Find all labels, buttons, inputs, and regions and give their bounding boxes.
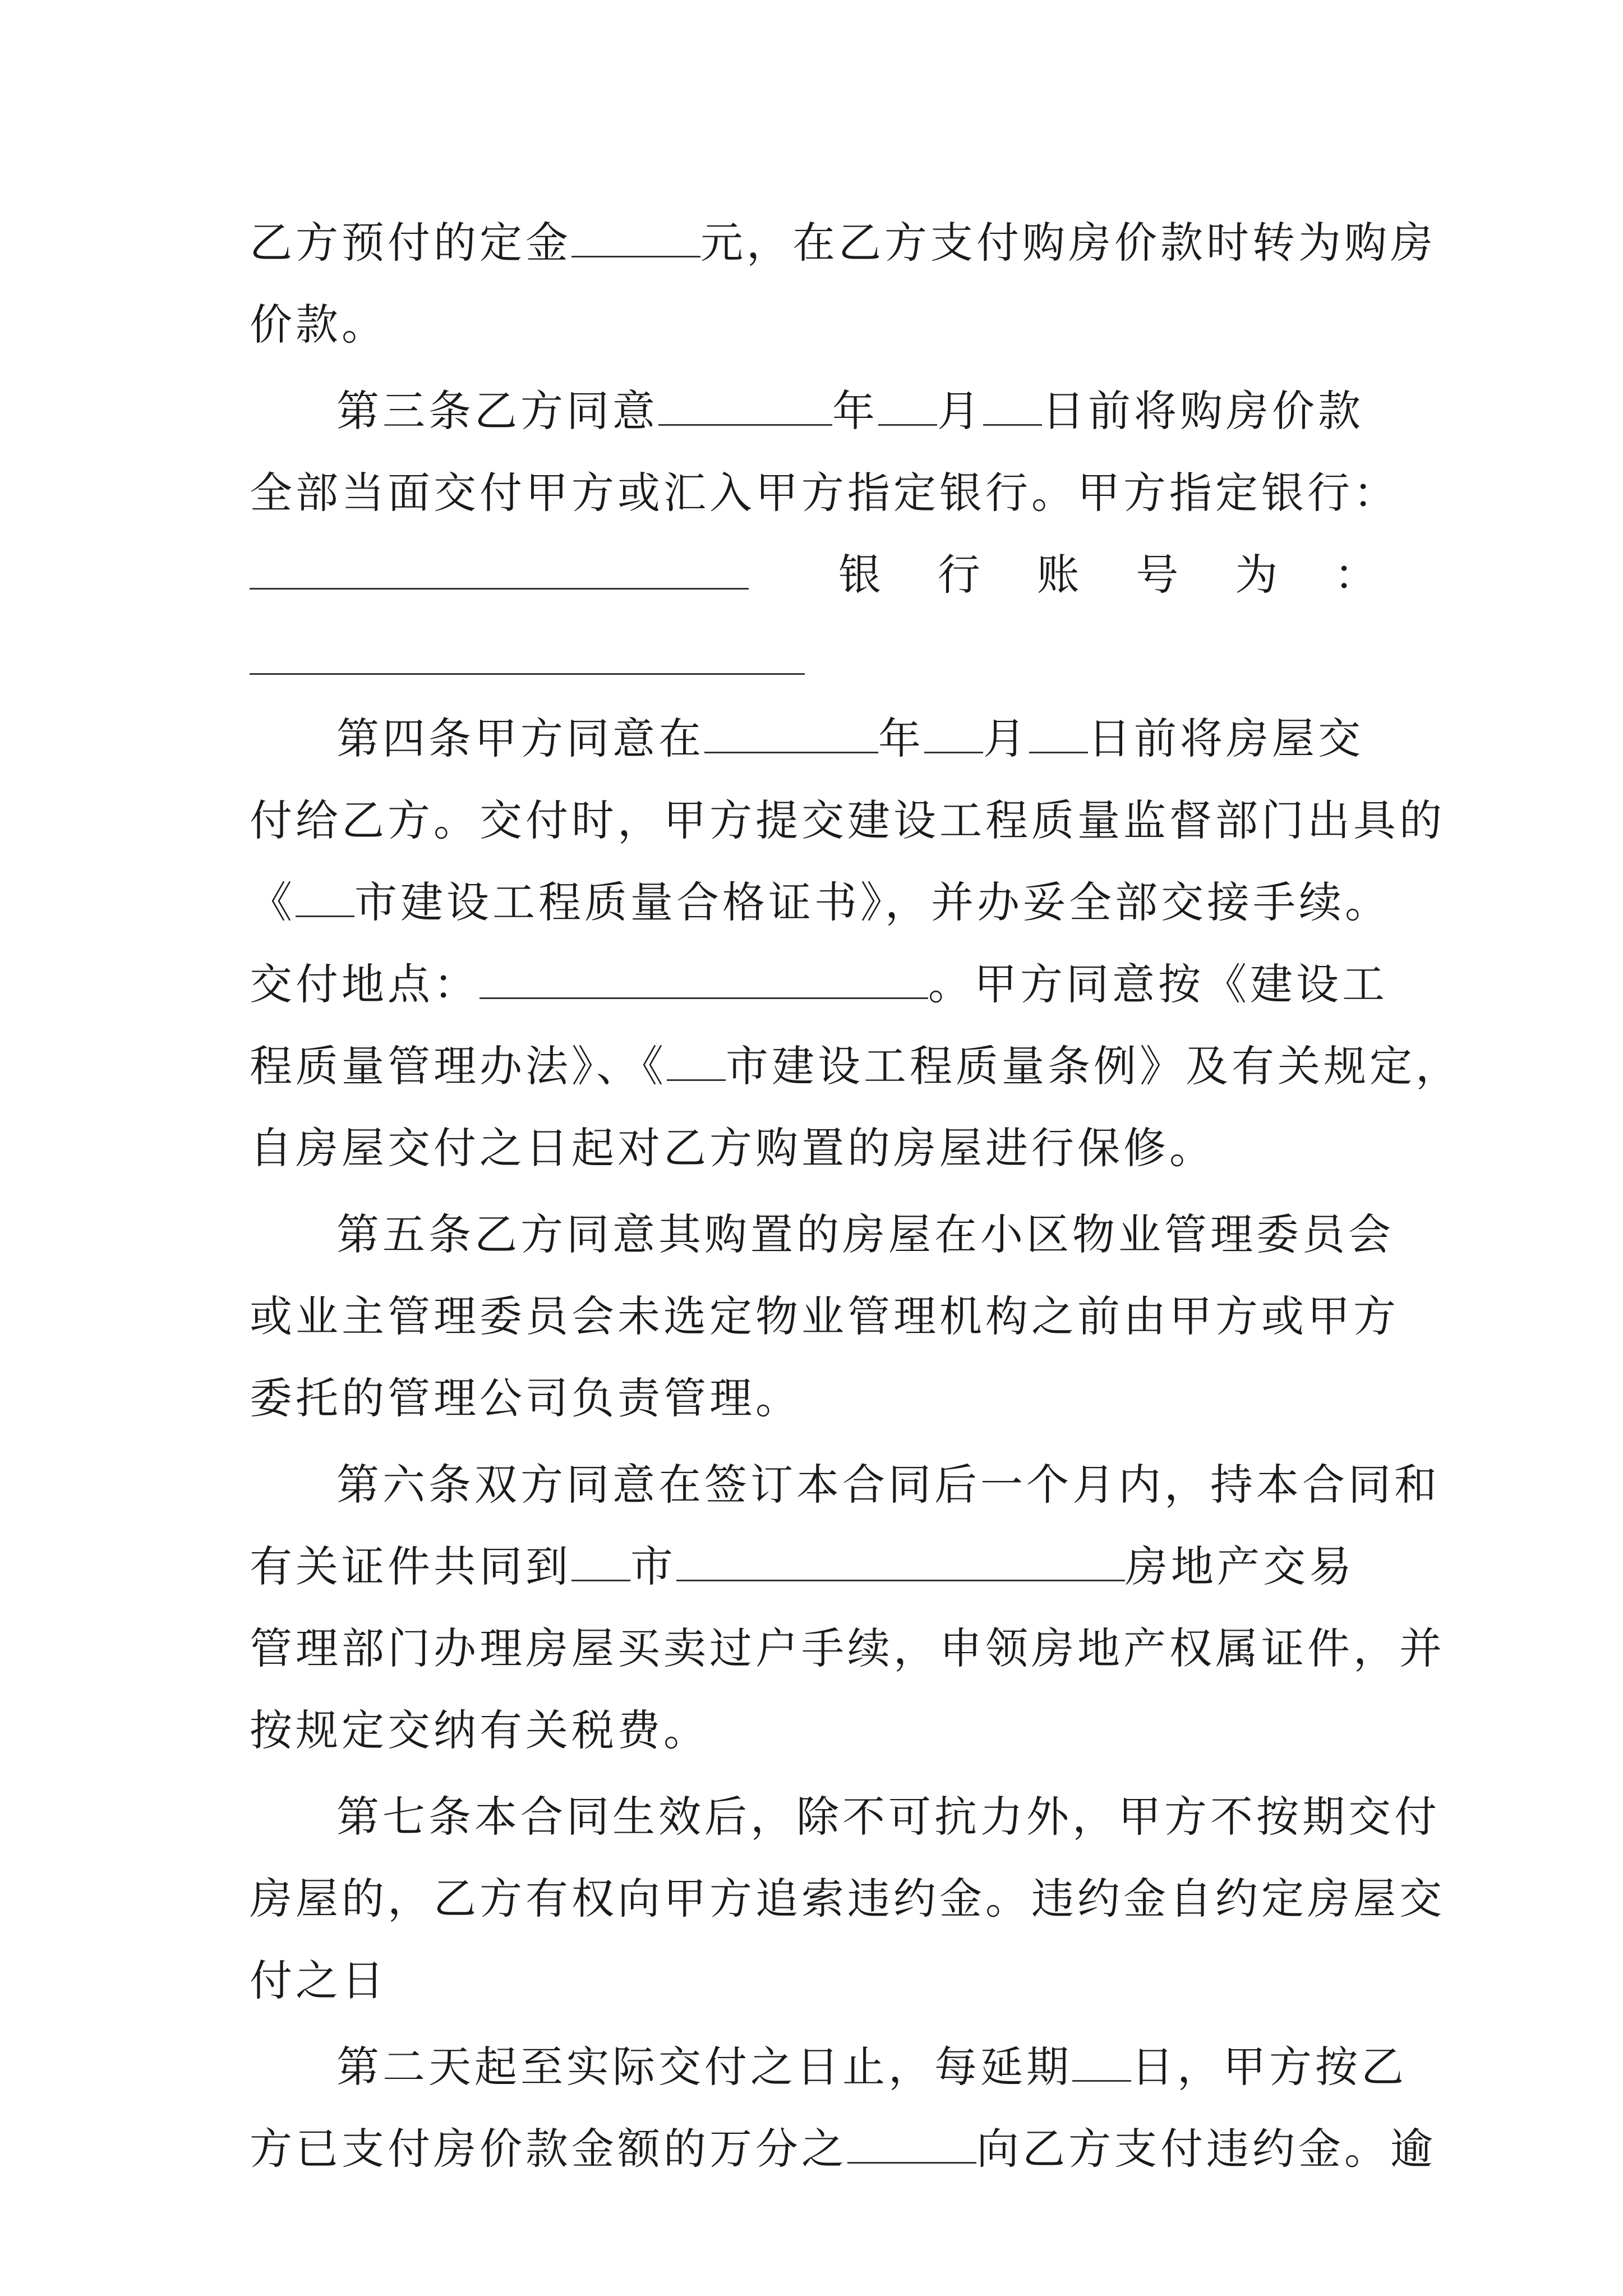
days-blank bbox=[1072, 2045, 1131, 2082]
text: 日前将购房价款 bbox=[1042, 386, 1364, 436]
day-blank bbox=[983, 389, 1042, 426]
article-4-line-4 bbox=[250, 944, 1388, 1025]
char: 账 bbox=[1036, 550, 1080, 600]
char: ： bbox=[1334, 550, 1377, 600]
account-number-blank bbox=[250, 638, 805, 675]
text: 月 bbox=[937, 386, 983, 436]
text: 第六条双方同意在签订本合同后一个月内，持本合同和 bbox=[336, 1460, 1440, 1510]
text: 《 bbox=[250, 877, 296, 927]
article-4-line-3 bbox=[250, 862, 1391, 944]
article-3-line-2 bbox=[250, 452, 1399, 534]
text: 第七条本合同生效后，除不可抗力外，甲方不按期交付 bbox=[336, 1792, 1440, 1842]
text: 方已支付房价款金额的万分之 bbox=[250, 2124, 847, 2174]
month-blank bbox=[924, 717, 983, 753]
text: 日前将房屋交 bbox=[1088, 714, 1364, 763]
deposit-amount-blank bbox=[571, 221, 700, 257]
rate-blank bbox=[847, 2127, 976, 2164]
char: 行 bbox=[937, 550, 980, 600]
account-number-line bbox=[250, 616, 1377, 698]
text: 年 bbox=[832, 386, 878, 436]
text: 程质量管理办法》、《 bbox=[250, 1041, 667, 1091]
article-4-line-6 bbox=[250, 1107, 1377, 1189]
article-7-line-3 bbox=[250, 1940, 1377, 2022]
text: 市 bbox=[630, 1542, 676, 1591]
text: 委托的管理公司负责管理。 bbox=[250, 1373, 801, 1423]
article-4-line-5 bbox=[250, 1025, 1461, 1107]
text: 有关证件共同到 bbox=[250, 1542, 571, 1591]
article-7-line-1 bbox=[250, 1776, 1440, 1858]
penalty-line-2 bbox=[250, 2108, 1436, 2190]
article-6-line-3 bbox=[250, 1608, 1445, 1690]
month-blank bbox=[878, 389, 937, 426]
bank-name-blank bbox=[250, 553, 749, 590]
text: 管理部门办理房屋买卖过户手续，申领房地产权属证件，并 bbox=[250, 1623, 1445, 1673]
year-blank bbox=[704, 717, 878, 753]
article-6-line-4 bbox=[250, 1690, 1377, 1772]
deposit-line-1 bbox=[250, 202, 1436, 284]
article-5-line-1 bbox=[250, 1194, 1394, 1276]
char: 为 bbox=[1235, 550, 1278, 600]
bank-account-label bbox=[838, 534, 1377, 616]
article-7-line-2 bbox=[250, 1858, 1445, 1940]
article-6-line-1 bbox=[250, 1444, 1440, 1526]
article-3-line-1 bbox=[250, 370, 1377, 452]
city-blank bbox=[296, 881, 354, 917]
city-blank bbox=[571, 1545, 630, 1581]
text: 市建设工程质量条例》及有关规定， bbox=[726, 1041, 1461, 1091]
text: 付给乙方。交付时，甲方提交建设工程质量监督部门出具的 bbox=[250, 795, 1445, 845]
document-page bbox=[250, 202, 1461, 2190]
text: 乙方预付的定金 bbox=[250, 218, 571, 268]
text: 向乙方支付违约金。逾 bbox=[976, 2124, 1436, 2174]
text: 房屋的，乙方有权向甲方追索违约金。违约金自约定房屋交 bbox=[250, 1874, 1445, 1924]
text: 价款。 bbox=[250, 300, 388, 349]
text: 日，甲方按乙 bbox=[1131, 2042, 1407, 2092]
text: 第二天起至实际交付之日止，每延期 bbox=[336, 2042, 1072, 2092]
district-blank bbox=[676, 1545, 1125, 1581]
char: 号 bbox=[1136, 550, 1179, 600]
penalty-line-1 bbox=[250, 2026, 1407, 2108]
delivery-location-blank bbox=[479, 963, 928, 999]
text: 元，在乙方支付购房价款时转为购房 bbox=[700, 218, 1436, 268]
text: 房地产交易 bbox=[1125, 1542, 1355, 1591]
article-4-line-1 bbox=[250, 698, 1377, 780]
text: 付之日 bbox=[250, 1955, 388, 2005]
text: 月 bbox=[983, 714, 1029, 763]
article-4-line-2 bbox=[250, 780, 1445, 862]
text: 。甲方同意按《建设工 bbox=[928, 959, 1388, 1009]
deposit-line-2 bbox=[250, 284, 1377, 366]
text: 第三条乙方同意 bbox=[336, 386, 658, 436]
text: 年 bbox=[878, 714, 924, 763]
char: 银 bbox=[838, 550, 881, 600]
text: 第四条甲方同意在 bbox=[336, 714, 704, 763]
article-6-line-2 bbox=[250, 1526, 1377, 1608]
text: 全部当面交付甲方或汇入甲方指定银行。甲方指定银行： bbox=[250, 468, 1399, 518]
text: 按规定交纳有关税费。 bbox=[250, 1705, 709, 1755]
article-5-line-3 bbox=[250, 1358, 1377, 1439]
article-5-line-2 bbox=[250, 1276, 1399, 1358]
text: 自房屋交付之日起对乙方购置的房屋进行保修。 bbox=[250, 1123, 1215, 1173]
text: 或业主管理委员会未选定物业管理机构之前由甲方或甲方 bbox=[250, 1291, 1399, 1341]
bank-account-line bbox=[250, 534, 1377, 616]
text: 市建设工程质量合格证书》，并办妥全部交接手续。 bbox=[354, 877, 1391, 927]
day-blank bbox=[1029, 717, 1088, 753]
year-blank bbox=[658, 389, 832, 426]
text: 第五条乙方同意其购置的房屋在小区物业管理委员会 bbox=[336, 1209, 1394, 1259]
city-blank bbox=[667, 1045, 726, 1081]
text: 交付地点： bbox=[250, 959, 479, 1009]
